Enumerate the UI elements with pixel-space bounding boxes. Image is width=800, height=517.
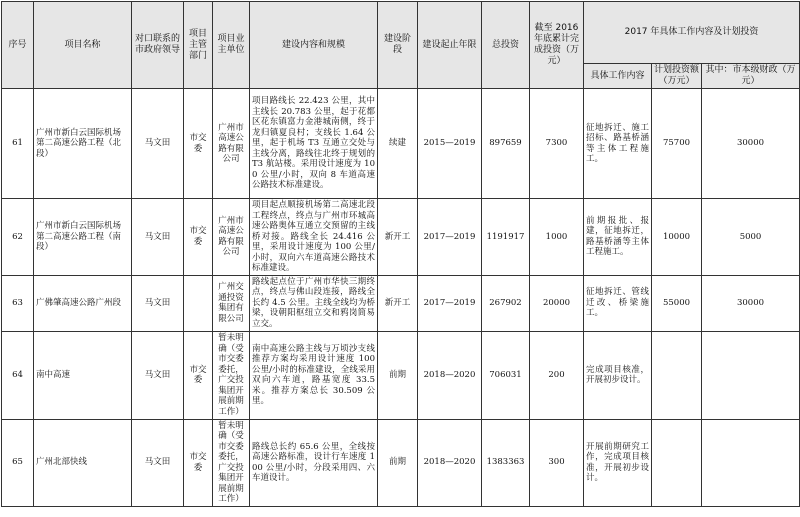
cell-plan-city-fund: 30000 [702,275,800,331]
table-row [2,331,800,419]
cell-plan-city-fund: 30000 [702,89,800,199]
cell-seq: 61 [2,89,34,199]
cell-plan-investment [652,331,702,419]
cell-cumulative-investment: 300 [530,419,584,506]
cell-total-investment: 267902 [482,275,530,331]
header-owner: 项目业主单位 [213,2,250,89]
cell-project-name: 广佛肇高速公路广州段 [34,275,132,331]
cell-leader: 马文田 [132,419,184,506]
cell-plan-city-fund: 5000 [702,199,800,276]
cell-period: 2015—2019 [418,89,482,199]
cell-department: 市交委 [184,199,213,276]
header-department: 项目主管部门 [184,2,213,89]
cell-project-name: 南中高速 [34,331,132,419]
cell-stage: 新开工 [378,199,418,276]
cell-plan-investment: 55000 [652,275,702,331]
header-total-investment: 总投资 [482,2,530,89]
cell-content: 路线总长约 65.6 公里，全线按高速公路标准，设计行车速度 100 公里/小时，分段采用四、六车道设计。 [250,419,378,506]
cell-department: 市交委 [184,419,213,506]
cell-stage: 前期 [378,419,418,506]
header-2017-plan-group: 2017 年具体工作内容及计划投资 [584,2,800,64]
project-table-page [1,1,799,515]
cell-owner: 广州交通投资集团有限公司 [213,275,250,331]
header-plan-city-fund: 其中：市本级财政（万元） [702,64,800,89]
cell-plan-investment: 10000 [652,199,702,276]
cell-stage: 前期 [378,331,418,419]
cell-stage: 新开工 [378,275,418,331]
cell-seq: 63 [2,275,34,331]
cell-total-investment: 897659 [482,89,530,199]
header-content: 建设内容和规模 [250,2,378,89]
header-seq: 序号 [2,2,34,89]
cell-cumulative-investment: 20000 [530,275,584,331]
cell-department: 市交委 [184,89,213,199]
cell-content: 南中高速公路主线与万顷沙支线推荐方案均采用设计速度 100 公里/小时的标准建设，全线采用双向六车道，路基宽度 33.5 米。推荐方案总长 30.509 公里。 [250,331,378,419]
header-row [2,2,800,64]
cell-plan-city-fund [702,331,800,419]
header-cumulative-investment: 截至 2016 年底累计完成投资（万元） [530,2,584,89]
cell-seq: 64 [2,331,34,419]
cell-cumulative-investment: 200 [530,331,584,419]
table-row [2,199,800,276]
cell-period: 2017—2019 [418,199,482,276]
cell-plan-work: 完成项目核准，开展初步设计。 [584,331,652,419]
header-period: 建设起止年限 [418,2,482,89]
cell-leader: 马文田 [132,331,184,419]
cell-content: 项目路线长 22.423 公里，其中主线长 20.783 公里，起于花都区花东镇富力金港城南侧，终于龙归镇夏良村；支线长 1.64 公里，起于机场 T3 互通立交处与主线分离，路线往北终于规划的 T3 航站楼。采用设计速度为 100 公里/小时，双向 8 车道高速公路技术标准建设。 [250,89,378,199]
cell-leader: 马文田 [132,199,184,276]
project-table [1,1,800,507]
cell-plan-investment: 75700 [652,89,702,199]
cell-seq: 62 [2,199,34,276]
cell-plan-work: 前期报批、报建，征地拆迁，路基桥涵等主体工程施工。 [584,199,652,276]
cell-plan-work: 征地拆迁、施工招标、路基桥涵等主体工程施工。 [584,89,652,199]
cell-project-name: 广州市新白云国际机场第二高速公路工程（南段） [34,199,132,276]
cell-department [184,275,213,331]
cell-content: 项目起点顺接机场第二高速北段工程终点，终点与广州市环城高速公路奥体互通立交预留的主线桥对接。路线全长 24.416 公里，采用设计速度为 100 公里/小时，双向六车道高速公路技术标准建设。 [250,199,378,276]
cell-total-investment: 1383363 [482,419,530,506]
cell-department: 市交委 [184,331,213,419]
cell-cumulative-investment: 1000 [530,199,584,276]
cell-total-investment: 1191917 [482,199,530,276]
header-plan-work: 具体工作内容 [584,64,652,89]
cell-owner: 广州市高速公路有限公司 [213,89,250,199]
cell-stage: 续建 [378,89,418,199]
table-row [2,275,800,331]
cell-project-name: 广州北部快线 [34,419,132,506]
cell-plan-work: 征地拆迁、管线迁改、桥梁施工。 [584,275,652,331]
header-project-name: 项目名称 [34,2,132,89]
table-row [2,89,800,199]
header-leader: 对口联系的市政府领导 [132,2,184,89]
cell-leader: 马文田 [132,275,184,331]
header-plan-investment: 计划投资额（万元） [652,64,702,89]
table-row [2,419,800,506]
cell-content: 路线起点位于广州市华快三期终点，终点与佛山段连接，路线全长约 4.5 公里。主线全线均为桥梁，设朝阳枢纽立交和鸦岗简易立交。 [250,275,378,331]
cell-plan-city-fund [702,419,800,506]
cell-project-name: 广州市新白云国际机场第二高速公路工程（北段） [34,89,132,199]
cell-owner: 暂未明确（受市交委委托，广交投集团开展前期工作） [213,331,250,419]
cell-period: 2018—2020 [418,331,482,419]
cell-owner: 暂未明确（受市交委委托，广交投集团开展前期工作） [213,419,250,506]
cell-cumulative-investment: 7300 [530,89,584,199]
cell-owner: 广州市高速公路有限公司 [213,199,250,276]
cell-period: 2017—2019 [418,275,482,331]
cell-leader: 马文田 [132,89,184,199]
cell-total-investment: 706031 [482,331,530,419]
header-stage: 建设阶段 [378,2,418,89]
cell-period: 2018—2020 [418,419,482,506]
cell-plan-work: 开展前期研究工作，完成项目核准，开展初步设计。 [584,419,652,506]
cell-plan-investment [652,419,702,506]
cell-seq: 65 [2,419,34,506]
